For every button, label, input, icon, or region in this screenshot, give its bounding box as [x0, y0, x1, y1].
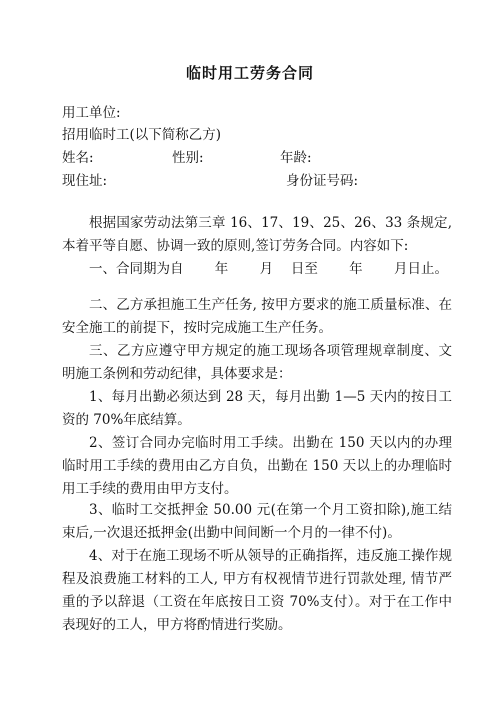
clause-2-construction-task: 二、乙方承担施工生产任务, 按甲方要求的施工质量标准、在安全施工的前提下，按时完成施工生产任务。	[62, 297, 452, 336]
gender-label: 性别:	[172, 150, 204, 166]
rule-4-discipline-and-rewards: 4、对于在施工现场不听从领导的正确指挥，违反施工操作规程及浪费施工材料的工人, 甲方有权视情节进行罚款处理, 情节严重的予以辞退（工资在年底按日工资 70%支付）。对于在工作中表现好的工人，甲方将酌情进行奖励。	[62, 548, 452, 633]
address-label: 现住址:	[62, 173, 108, 189]
rule-2-employment-procedures: 2、签订合同办完临时用工手续。出勤在 150 天以内的办理临时用工手续的费用由乙方自负，出勤在 150 天以上的办理临时用工手续的费用由甲方支付。	[62, 435, 452, 497]
rule-3-deposit: 3、临时工交抵押金 50.00 元(在第一个月工资扣除),施工结束后,一次退还抵押金(出勤中间间断一个月的一律不付)。	[62, 502, 452, 541]
temp-worker-label: 招用临时工(以下简称乙方)	[62, 127, 222, 143]
id-number-label: 身份证号码:	[286, 173, 359, 189]
clause-3-site-rules: 三、乙方应遵守甲方规定的施工现场各项管理规章制度、文明施工条例和劳动纪律，具体要求是：	[62, 343, 452, 382]
employer-label: 用工单位:	[62, 105, 121, 121]
age-label: 年龄:	[280, 150, 312, 166]
document-title: 临时用工劳务合同	[185, 64, 314, 82]
clause-1-contract-period: 一、合同期为自 年 月 日至 年 月日止。	[89, 261, 448, 277]
name-label: 姓名:	[62, 150, 94, 166]
rule-1-attendance: 1、每月出勤必须达到 28 天，每月出勤 1—5 天内的按日工资的 70%年底结算。	[62, 389, 452, 428]
preamble-paragraph: 根据国家劳动法第三章 16、17、19、25、26、33 条规定,本着平等自愿、协调一致的原则,签订劳务合同。内容如下:	[62, 215, 452, 254]
